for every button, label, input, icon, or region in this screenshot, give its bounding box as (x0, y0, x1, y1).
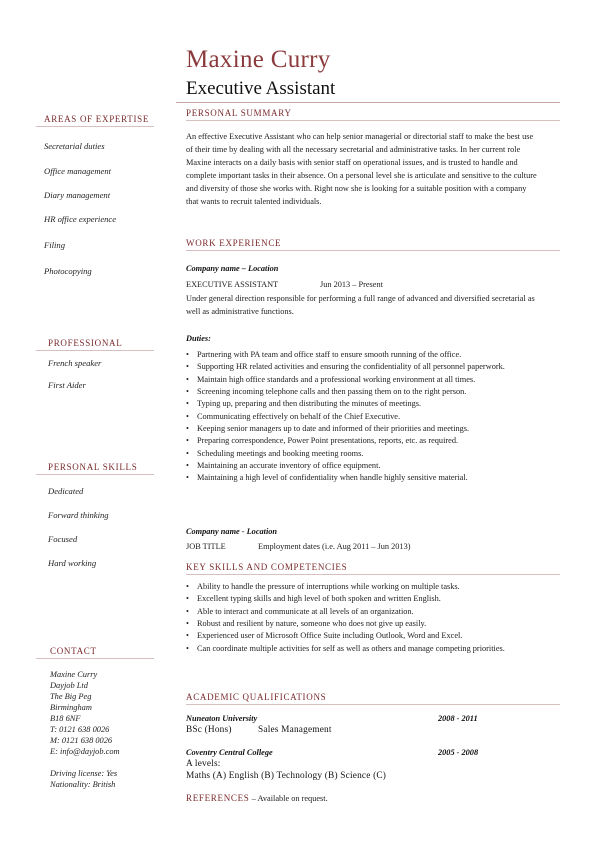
skill-item: • Able to interact and communicate at all levels of an organization. (186, 606, 556, 618)
duty-item: • Maintaining an accurate inventory of office equipment. (186, 460, 556, 472)
professional-item: French speaker (48, 358, 102, 368)
contact-heading: CONTACT (50, 646, 97, 656)
duty-item: • Communicating effectively on behalf of the Chief Executive. (186, 411, 556, 423)
expertise-item: Diary management (44, 190, 111, 200)
expertise-item: HR office experience (44, 214, 117, 224)
skill-item: • Experienced user of Microsoft Office Suite including Outlook, Word and Excel. (186, 630, 556, 642)
nationality: Nationality: British (50, 780, 116, 789)
duty-item: • Partnering with PA team and office staff to ensure smooth running of the office. (186, 349, 556, 361)
expertise-item: Secretarial duties (44, 141, 105, 151)
summary-divider (186, 120, 560, 121)
contact-telephone: T: 0121 638 0026 (50, 725, 110, 734)
job1-description: Under general direction responsible for performing a full range of advanced and diversified secretarial as well as administrative functions. (186, 294, 535, 316)
contact-company: Dayjob Ltd (50, 681, 88, 690)
job2-company: Company name - Location (186, 527, 278, 536)
candidate-title: Executive Assistant (186, 78, 336, 99)
contact-address-line: The Big Peg (50, 692, 92, 701)
expertise-heading: AREAS OF EXPERTISE (44, 114, 150, 124)
job1-dates: Jun 2013 – Present (320, 280, 383, 289)
duty-item: • Screening incoming telephone calls and then passing them on to the right person. (186, 386, 556, 398)
expertise-item: Photocopying (44, 266, 92, 276)
contact-mobile: M: 0121 638 0026 (50, 736, 113, 745)
work-divider (186, 250, 560, 251)
college-name: Coventry Central College (186, 748, 273, 757)
professional-item: First Aider (48, 380, 86, 390)
job1-title: EXECUTIVE ASSISTANT (186, 280, 279, 289)
duty-item: • Maintain high office standards and a professional working environment at all times. (186, 374, 556, 386)
academic-divider (186, 704, 560, 705)
expertise-item: Filing (44, 240, 66, 250)
contact-postcode: B18 6NF (50, 714, 81, 723)
job2-dates: Employment dates (i.e. Aug 2011 – Jun 2013) (258, 542, 411, 551)
skills-heading: KEY SKILLS AND COMPETENCIES (186, 562, 348, 572)
personal-skills-heading: PERSONAL SKILLS (48, 462, 138, 472)
university-dates: 2008 - 2011 (438, 714, 478, 723)
professional-divider (36, 350, 154, 351)
references-text: – Available on request. (251, 794, 328, 803)
contact-name: Maxine Curry (50, 670, 98, 679)
job1-company: Company name – Location (186, 264, 279, 273)
driving-license: Driving license: Yes (50, 769, 118, 778)
summary-heading: PERSONAL SUMMARY (186, 108, 292, 118)
alevels-results: Maths (A) English (B) Technology (B) Science (C) (186, 771, 387, 781)
skill-item: • Can coordinate multiple activities for self as well as others and manage competing priorities. (186, 643, 542, 655)
skills-list (186, 581, 556, 655)
alevels-label: A levels: (186, 759, 221, 769)
degree-subject: Sales Management (258, 725, 332, 735)
skill-item: • Ability to handle the pressure of interruptions while working on multiple tasks. (186, 581, 556, 593)
contact-email: E: info@dayjob.com (50, 747, 120, 756)
degree: BSc (Hons) (186, 725, 232, 735)
academic-heading: ACADEMIC QUALIFICATIONS (186, 692, 327, 702)
duty-item: • Preparing correspondence, Power Point presentations, reports, etc. as required. (186, 435, 556, 447)
college-dates: 2005 - 2008 (438, 748, 479, 757)
job2-title: JOB TITLE (186, 542, 226, 551)
duties-list (186, 349, 556, 485)
personal-skill: Forward thinking (48, 510, 109, 520)
university-name: Nuneaton University (186, 714, 258, 723)
duty-item: • Scheduling meetings and booking meeting rooms. (186, 448, 556, 460)
work-heading: WORK EXPERIENCE (186, 238, 282, 248)
duty-item: • Maintaining a high level of confidentiality when handle highly sensitive material. (186, 472, 556, 484)
skill-item: • Robust and resilient by nature, someone who does not give up easily. (186, 618, 556, 630)
professional-heading: PROFESSIONAL (48, 338, 123, 348)
candidate-name: Maxine Curry (186, 46, 331, 73)
header-divider (176, 102, 560, 103)
references-heading: REFERENCES (186, 793, 250, 803)
expertise-divider (36, 126, 154, 127)
personal-skill: Hard working (48, 558, 97, 568)
duty-item: • Typing up, preparing and then distributing the minutes of meetings. (186, 398, 556, 410)
expertise-item: Office management (44, 166, 112, 176)
skill-item: • Excellent typing skills and high level of both spoken and written English. (186, 593, 556, 605)
personal-skill: Dedicated (48, 486, 84, 496)
contact-city: Birmingham (50, 703, 92, 712)
duty-item: • Keeping senior managers up to date and informed of their priorities and meetings. (186, 423, 556, 435)
summary-text: An effective Executive Assistant who can help senior managerial or directorial staff to make the best use of their time by dealing with all the necessary secretarial and administrative tasks. In her current role Maxine interacts on a daily basis with senior staff on operational issues, and is trusted to handle and complete important tasks in their absence. On a personal level she is articulate and sensitive to the culture and diversity of those she works with. Right now she is looking for a suitable position with a company that wants to recruit talented individuals. (186, 132, 537, 206)
contact-divider (36, 658, 154, 659)
duty-item: • Supporting HR related activities and ensuring the confidentiality of all personnel paperwork. (186, 361, 527, 373)
personal-skill: Focused (48, 534, 78, 544)
personal-skills-divider (36, 474, 154, 475)
references-line (186, 793, 328, 803)
skills-divider (186, 574, 560, 575)
duties-label: Duties: (186, 334, 211, 343)
